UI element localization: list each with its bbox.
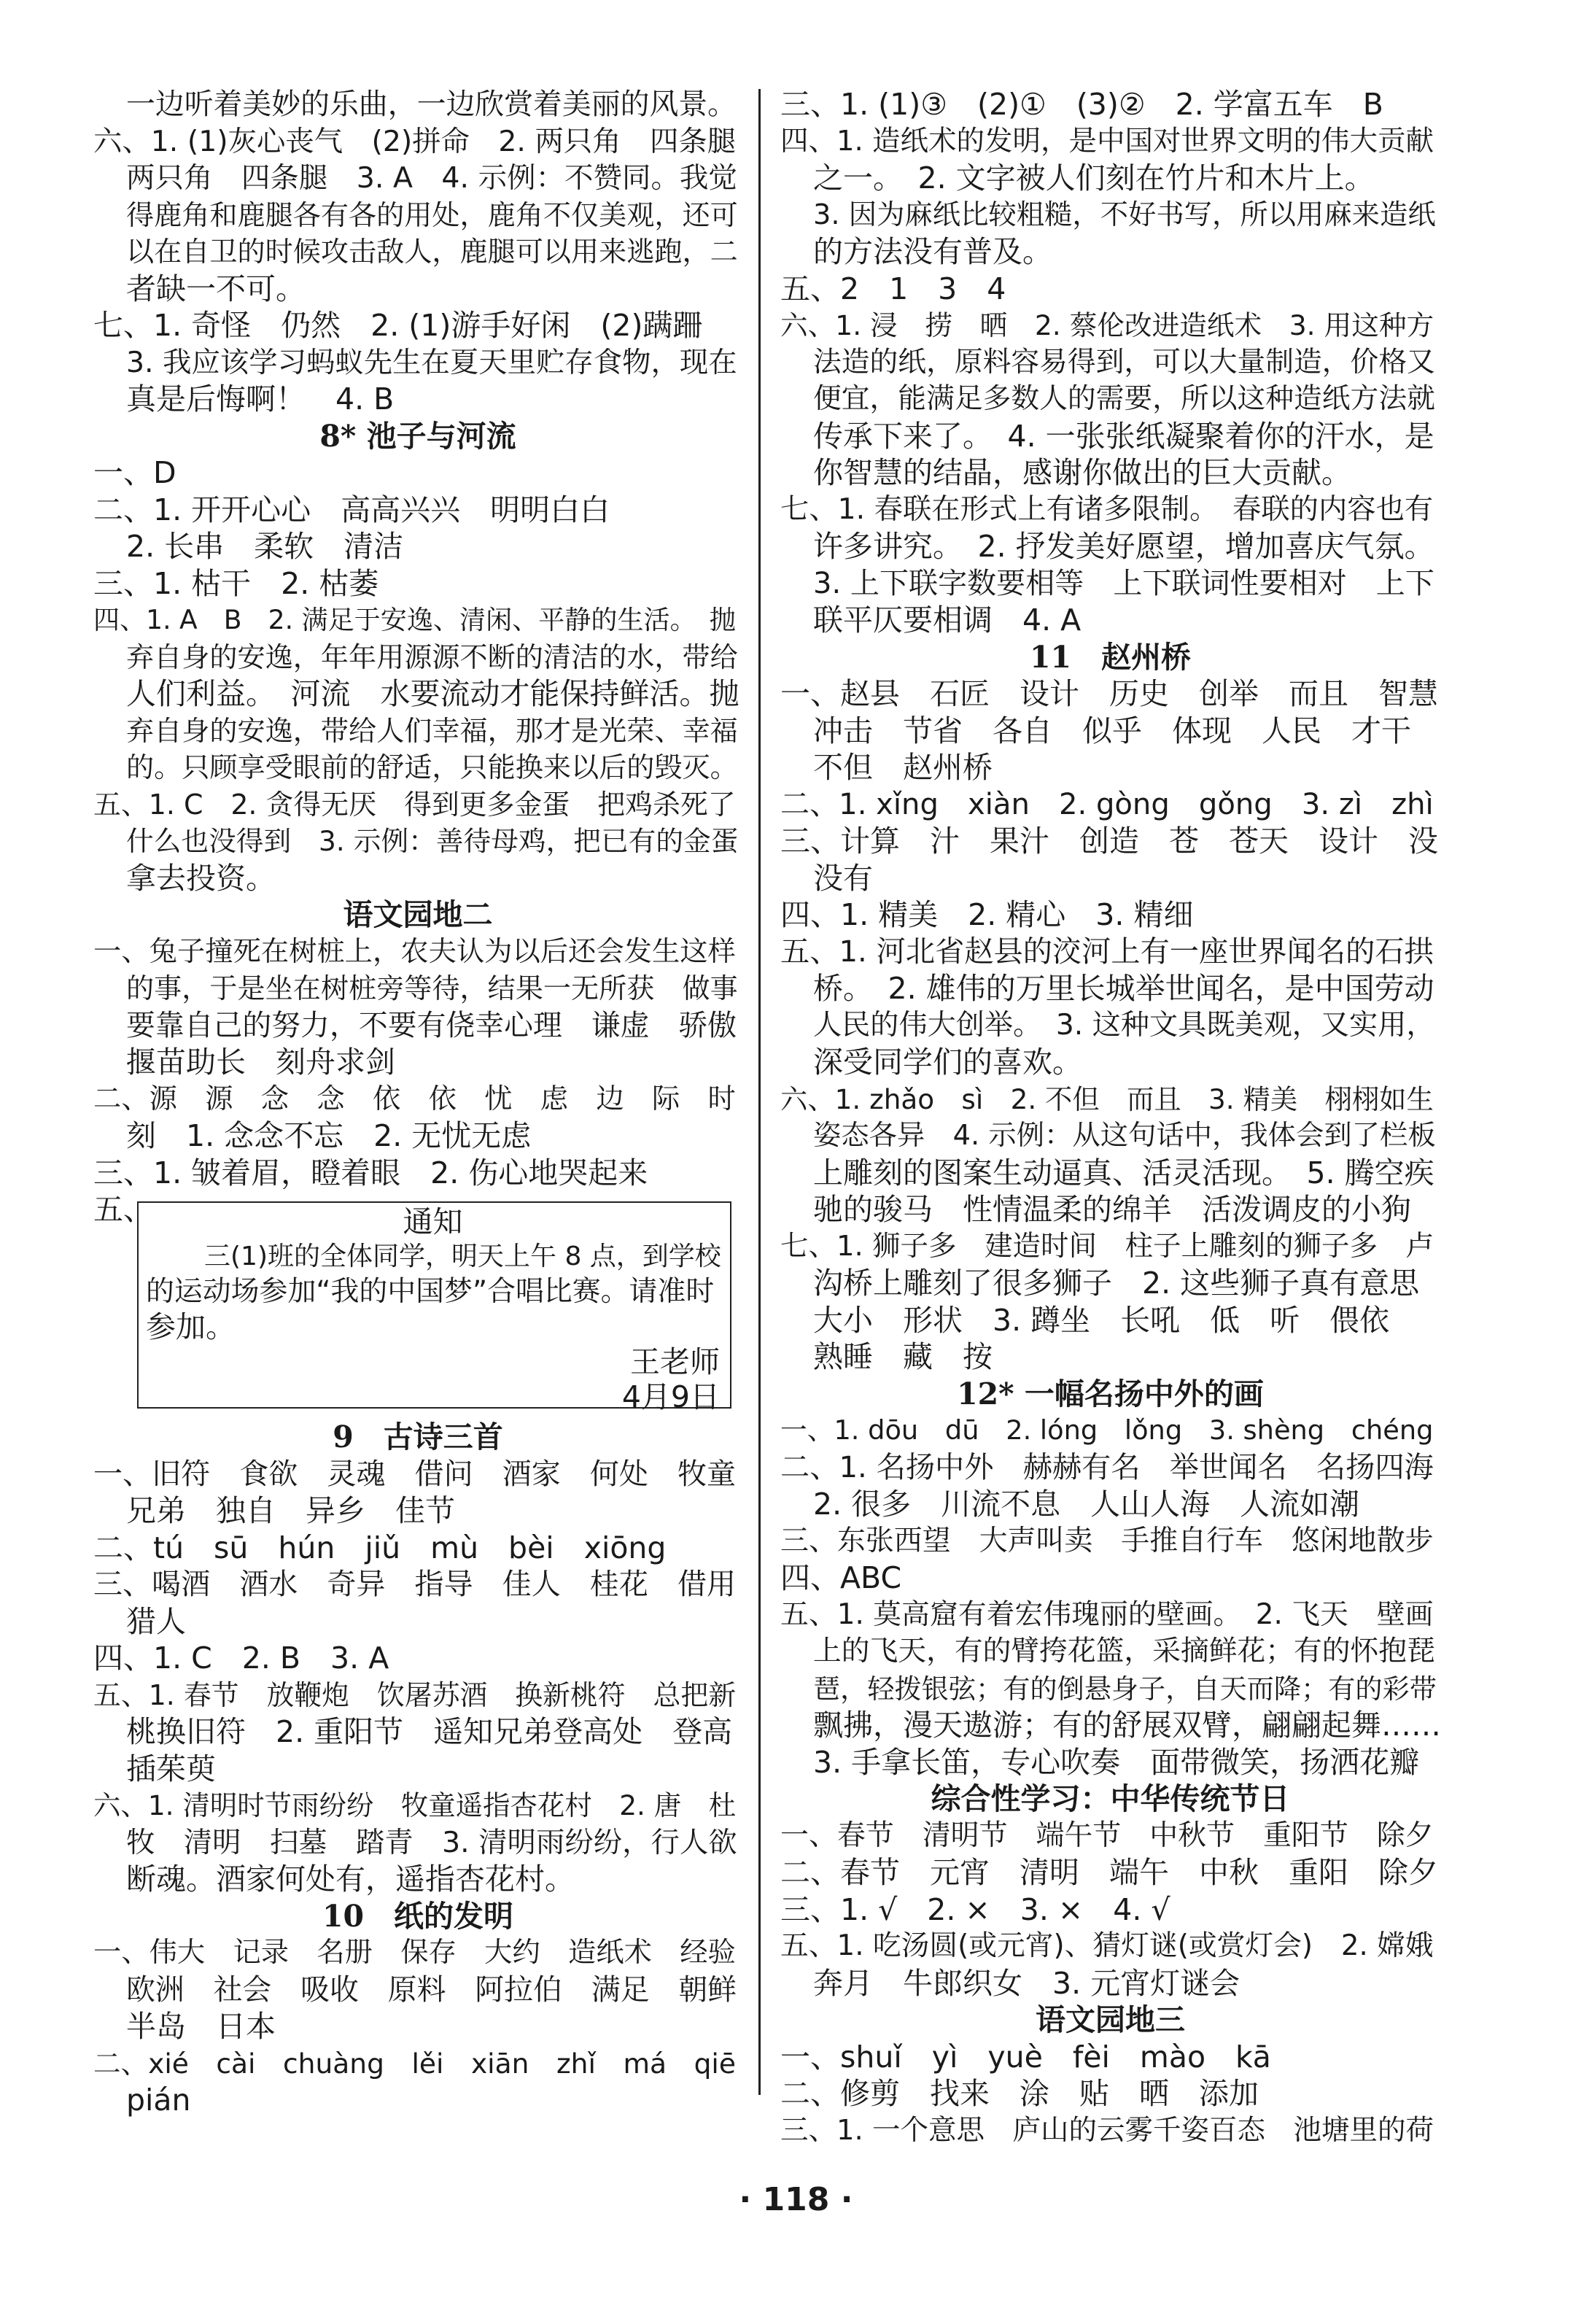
answer-line: 四、1. 精美 2. 精心 3. 精细 [780, 897, 1194, 932]
answer-line: pián [126, 2083, 191, 2118]
answer-line: 2. 长串 柔软 清洁 [126, 529, 404, 564]
answer-line: 上的飞天，有的臂挎花篮，采摘鲜花；有的怀抱琵 [813, 1635, 1435, 1668]
section-heading: 10 纸的发明 [322, 1898, 514, 1934]
answer-line: 桥。 2. 雄伟的万里长城举世闻名，是中国劳动 [813, 971, 1434, 1006]
answer-line: 冲击 节省 各自 似乎 体现 人民 才干 [813, 713, 1411, 748]
answer-line: 二、修剪 找来 涂 贴 晒 添加 [780, 2076, 1259, 2111]
answer-line: 许多讲究。 2. 抒发美好愿望，增加喜庆气氛。 [813, 529, 1434, 564]
answer-line: 法造的纸，原料容易得到，可以大量制造，价格又 [813, 345, 1435, 379]
answer-line: 七、1. 春联在形式上有诸多限制。 春联的内容也有 [780, 492, 1434, 526]
section-heading: 8* 池子与河流 [319, 418, 516, 454]
answer-line: 2. 很多 川流不息 人山人海 人流如潮 [813, 1487, 1360, 1522]
answer-line: 一、赵县 石匠 设计 历史 创举 而且 智慧 [780, 676, 1438, 711]
answer-line: 一、旧符 食欲 灵魂 借问 酒家 何处 牧童 [93, 1457, 737, 1491]
right-column [780, 86, 1440, 2149]
left-answer-lines [93, 86, 742, 1191]
answer-line: 以在自卫的时候攻击敌人，鹿腿可以用来逃跑，二 [126, 236, 738, 268]
answer-line: 熟睡 藏 按 [813, 1339, 993, 1374]
answer-line: 揠苗助长 刻舟求剑 [126, 1045, 395, 1080]
answer-line: 四、1. A B 2. 满足于安逸、清闲、平静的生活。 抛 [93, 605, 736, 635]
notice-body-line: 的运动场参加“我的中国梦”合唱比赛。请准时 [146, 1275, 715, 1308]
answer-line: 二、1. xǐng xiàn 2. gòng gǒng 3. zì zhì [780, 787, 1434, 821]
section-heading: 12* 一幅名扬中外的画 [957, 1376, 1264, 1411]
answer-line: 拿去投资。 [126, 860, 276, 896]
answer-line: 三、喝酒 酒水 奇异 指导 佳人 桂花 借用 [93, 1568, 737, 1601]
answer-line: 你智慧的结晶，感谢你做出的巨大贡献。 [813, 455, 1351, 490]
answer-line: 的事，于是坐在树桩旁等待，结果一无所获 做事 [126, 972, 738, 1004]
answer-line: 五、1. 莫高窟有着宏伟瑰丽的壁画。 2. 飞天 壁画 [780, 1597, 1434, 1631]
answer-line: 3. 手拿长笛，专心吹奏 面带微笑，扬洒花瓣 [813, 1744, 1420, 1780]
answer-line: 者缺一不可。 [126, 271, 306, 306]
answer-line: 二、春节 元宵 清明 端午 中秋 重阳 除夕 [780, 1855, 1438, 1890]
answer-line: 弃自身的安逸，年年用源源不断的清洁的水，带给 [126, 640, 738, 673]
answer-line: 牧 清明 扫墓 踏青 3. 清明雨纷纷，行人欲 [126, 1825, 737, 1859]
answer-line: 六、1. 浸 捞 晒 2. 蔡伦改进造纸术 3. 用这种方 [780, 309, 1434, 341]
answer-line: 人民的伟大创举。 3. 这种文具既美观，又实用， [813, 1008, 1435, 1042]
answer-line: 得鹿角和鹿腿各有各的用处，鹿角不仅美观，还可 [126, 198, 738, 231]
answer-line: 人们利益。 河流 水要流动才能保持鲜活。抛 [126, 676, 739, 711]
answer-line: 断魂。酒家何处有，遥指杏花村。 [126, 1862, 575, 1897]
column-divider [758, 89, 761, 2095]
answer-line: 三、1. 一个意思 庐山的云雾千姿百态 池塘里的荷 [780, 2113, 1434, 2147]
answer-line: 二、源 源 念 念 依 依 忧 虑 边 际 时 [93, 1082, 736, 1115]
answer-line: 什么也没得到 3. 示例：善待母鸡，把已有的金蛋 [126, 825, 739, 857]
answer-line: 桃换旧符 2. 重阳节 遥知兄弟登高处 登高 [126, 1714, 733, 1749]
answer-line: 大小 形状 3. 蹲坐 长吼 低 听 偎依 [813, 1302, 1390, 1338]
answer-line: 3. 我应该学习蚂蚁先生在夏天里贮存食物，现在 [126, 345, 737, 379]
answer-line: 3. 上下联字数要相等 上下联词性要相对 上下 [813, 566, 1434, 600]
answer-line: 姿态各异 4. 示例：从这句话中，我体会到了栏板 [813, 1119, 1436, 1152]
answer-line: 没有 [813, 860, 873, 896]
answer-line: 五、1. 吃汤圆(或元宵)、猜灯谜(或赏灯会) 2. 嫦娥 [780, 1929, 1434, 1962]
answer-line: 插茱萸 [126, 1751, 216, 1786]
answer-line: 五、2 1 3 4 [780, 271, 1006, 306]
notice-signer: 王老师 [630, 1344, 720, 1379]
section-heading: 9 古诗三首 [333, 1419, 503, 1455]
notice-date: 4月9日 [621, 1379, 720, 1414]
answer-line: 四、ABC [780, 1560, 902, 1595]
answer-line: 欧洲 社会 吸收 原料 阿拉伯 满足 朝鲜 [126, 1972, 737, 2007]
answer-line: 刻 1. 念念不忘 2. 无忧无虑 [126, 1118, 532, 1153]
answer-line: 上雕刻的图案生动逼真、活灵活现。 5. 腾空疾 [813, 1155, 1434, 1190]
answer-line: 飘拂，漫天遨游；有的舒展双臂，翩翩起舞…… [813, 1708, 1441, 1743]
answer-line: 驰的骏马 性情温柔的绵羊 活泼调皮的小狗 [813, 1192, 1411, 1227]
answer-line: 一、shuǐ yì yuè fèi mào kā [780, 2039, 1271, 2075]
section-heading: 语文园地二 [343, 897, 493, 932]
answer-line: 三、1. 枯干 2. 枯萎 [93, 565, 379, 601]
answer-line: 一边听着美妙的乐曲，一边欣赏着美丽的风景。 [126, 88, 737, 121]
section-heading: 综合性学习：中华传统节日 [931, 1781, 1290, 1816]
answer-line: 七、1. 奇怪 仍然 2. (1)游手好闲 (2)蹒跚 [93, 308, 703, 343]
answer-line: 一、兔子撞死在树桩上，农夫认为以后还会发生这样 [93, 934, 736, 968]
notice-body-line: 参加。 [146, 1309, 236, 1344]
answer-line: 三、计算 汁 果汁 创造 苍 苍天 设计 没 [780, 824, 1438, 859]
answer-line: 一、伟大 记录 名册 保存 大约 造纸术 经验 [93, 1936, 736, 1969]
answer-line: 四、1. 造纸术的发明，是中国对世界文明的伟大贡献 [780, 124, 1434, 158]
answer-line: 弃自身的安逸，带给人们幸福，那才是光荣、幸福 [126, 714, 738, 747]
answer-line: 七、1. 狮子多 建造时间 柱子上雕刻的狮子多 卢 [780, 1229, 1434, 1263]
answer-line: 不但 赵州桥 [813, 750, 993, 785]
answer-line: 联平仄要相调 4. A [813, 603, 1082, 638]
page-number: · 118 · [739, 2181, 853, 2218]
answer-line: 六、1. 清明时节雨纷纷 牧童遥指杏花村 2. 唐 杜 [93, 1789, 737, 1821]
answer-line: 之一。 2. 文字被人们刻在竹片和木片上。 [813, 160, 1375, 195]
notice-section-label: 五、 [93, 1192, 153, 1227]
answer-line: 一、D [93, 455, 176, 490]
answer-line: 二、tú sū hún jiǔ mù bèi xiōng [93, 1530, 667, 1565]
answer-line: 四、1. C 2. B 3. A [93, 1641, 389, 1676]
answer-line: 深受同学们的喜欢。 [813, 1045, 1082, 1080]
answer-line: 三、1. √ 2. × 3. × 4. √ [780, 1891, 1170, 1927]
answer-line: 的方法没有普及。 [813, 234, 1052, 269]
left-answer-lines-continued [93, 1419, 742, 2119]
answer-line: 二、1. 开开心心 高高兴兴 明明白白 [93, 492, 610, 527]
answer-line: 一、春节 清明节 端午节 中秋节 重阳节 除夕 [780, 1818, 1434, 1852]
notice-box [137, 1201, 731, 1414]
answer-line: 半岛 日本 [126, 2009, 276, 2044]
right-answer-lines [780, 86, 1440, 2149]
answer-line: 一、1. dōu dū 2. lóng lǒng 3. shèng chéng [780, 1414, 1434, 1446]
answer-line: 二、1. 名扬中外 赫赫有名 举世闻名 名扬四海 [780, 1450, 1434, 1484]
answer-line: 三、东张西望 大声叫卖 手推自行车 悠闲地散步 [780, 1524, 1434, 1557]
answer-line: 二、xié cài chuàng lěi xiān zhǐ má qiē [93, 2047, 736, 2080]
answer-line: 传承下来了。 4. 一张张纸凝聚着你的汗水，是 [813, 418, 1434, 454]
answer-line: 五、1. 河北省赵县的洨河上有一座世界闻名的石拱 [780, 934, 1434, 969]
answer-line: 三、1. (1)③ (2)① (3)② 2. 学富五车 B [780, 87, 1383, 122]
answer-line: 六、1. zhǎo sì 2. 不但 而且 3. 精美 栩栩如生 [780, 1082, 1434, 1115]
answer-line: 三、1. 皱着眉，瞪着眼 2. 伤心地哭起来 [93, 1155, 648, 1190]
answer-line: 五、1. C 2. 贪得无厌 得到更多金蛋 把鸡杀死了 [93, 788, 736, 821]
answer-line: 沟桥上雕刻了很多狮子 2. 这些狮子真有意思 [813, 1266, 1420, 1301]
notice-section [93, 1191, 742, 1419]
answer-line: 3. 因为麻纸比较粗糙，不好书写，所以用麻来造纸 [813, 198, 1436, 231]
answer-line: 要靠自己的努力，不要有侥幸心理 谦虚 骄傲 [126, 1008, 737, 1042]
notice-body-line: 三(1)班的全体同学，明天上午 8 点，到学校 [204, 1242, 721, 1271]
answer-line: 六、1. (1)灰心丧气 (2)拼命 2. 两只角 四条腿 [93, 124, 737, 158]
section-heading: 语文园地三 [1036, 2002, 1185, 2037]
answer-line: 便宜，能满足多数人的需要，所以这种造纸方法就 [813, 382, 1435, 415]
answer-line: 兄弟 独自 异乡 佳节 [126, 1493, 455, 1528]
answer-line: 猎人 [126, 1603, 186, 1639]
answer-line: 奔月 牛郎织女 3. 元宵灯谜会 [813, 1965, 1240, 2001]
section-heading: 11 赵州桥 [1029, 639, 1192, 675]
answer-line: 的。只顾享受眼前的舒适，只能换来以后的毁灭。 [126, 751, 738, 783]
answer-line: 真是后悔啊！ 4. B [126, 381, 395, 417]
answer-line: 两只角 四条腿 3. A 4. 示例：不赞同。我觉 [126, 161, 737, 195]
left-column [93, 86, 742, 2119]
notice-title: 通知 [403, 1204, 463, 1239]
answer-line: 五、1. 春节 放鞭炮 饮屠苏酒 换新桃符 总把新 [93, 1678, 737, 1711]
answer-line: 琶，轻拨银弦；有的倒悬身子，自天而降；有的彩带 [813, 1672, 1437, 1705]
